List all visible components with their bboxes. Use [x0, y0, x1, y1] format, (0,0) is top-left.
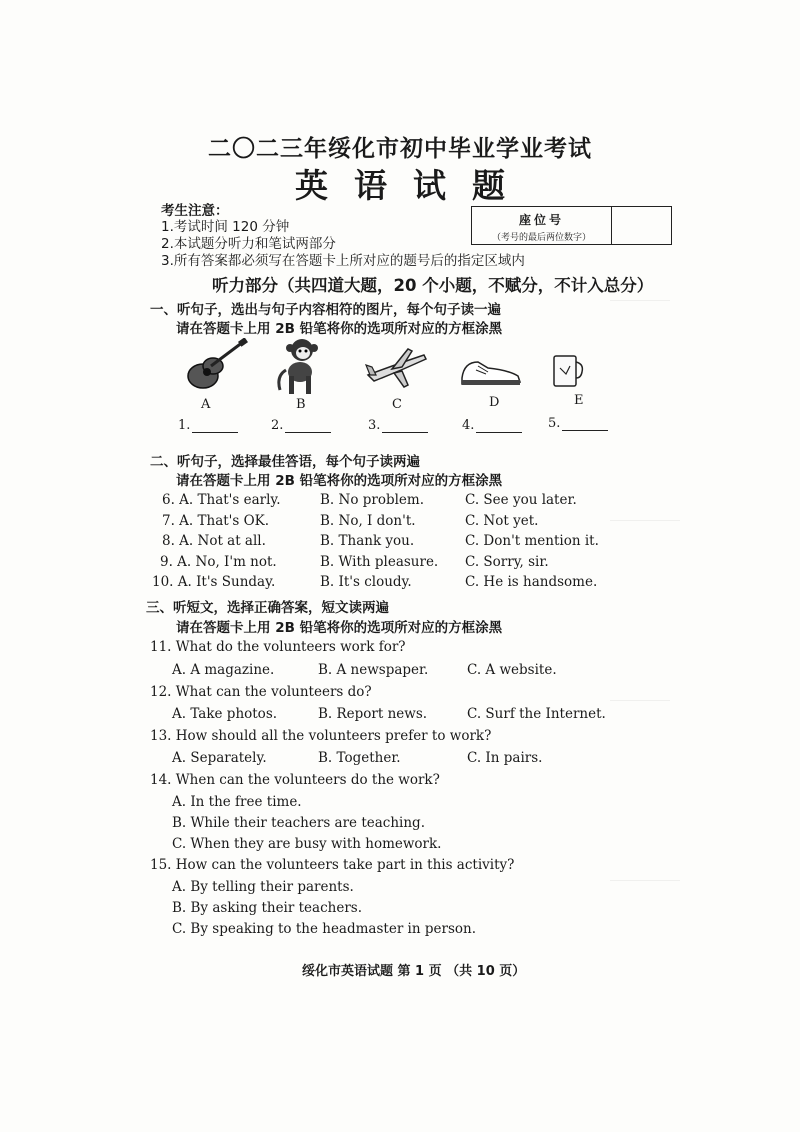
seat-number-box [471, 206, 672, 245]
blank-number-5: 5. [548, 416, 561, 431]
q6-option-c[interactable]: C. See you later. [465, 492, 577, 508]
answer-blank-5[interactable] [548, 416, 608, 431]
listening-title: 听力部分（共四道大题，20 个小题，不赋分，不计入总分） [212, 276, 654, 295]
monkey-icon [272, 336, 328, 396]
q12-option-a[interactable]: A. Take photos. [172, 706, 278, 722]
q11-option-c[interactable]: C. A website. [467, 662, 557, 678]
q8-option-a[interactable]: 8. A. Not at all. [162, 533, 266, 549]
mug-icon [548, 352, 586, 390]
notice-item-3: 3.所有答案都必须写在答题卡上所对应的题号后的指定区域内 [161, 253, 525, 269]
picture-letter-b: B [296, 397, 306, 412]
part1-instruction: 请在答题卡上用 2B 铅笔将你的选项所对应的方框涂黑 [176, 321, 503, 337]
airplane-icon [364, 345, 428, 389]
q7-option-a[interactable]: 7. A. That's OK. [162, 513, 270, 529]
blank-number-4: 4. [462, 418, 475, 433]
q15-option-a[interactable]: A. By telling their parents. [172, 879, 354, 895]
page-footer: 绥化市英语试题 第 1 页 （共 10 页） [302, 964, 526, 979]
part1-heading: 一、听句子，选出与句子内容相符的图片，每个句子读一遍 [150, 302, 501, 318]
q8-option-b[interactable]: B. Thank you. [320, 533, 415, 549]
q14-option-c[interactable]: C. When they are busy with homework. [172, 836, 442, 852]
q7-option-c[interactable]: C. Not yet. [465, 513, 539, 529]
answer-blank-3[interactable] [368, 418, 428, 433]
seat-number-label-cell [472, 207, 612, 244]
picture-letter-c: C [392, 397, 402, 412]
exam-subtitle: 英语试题 [295, 166, 531, 205]
q10-option-a[interactable]: 10. A. It's Sunday. [152, 574, 276, 590]
bleed-through-mark [610, 300, 670, 301]
q15-stem: 15. How can the volunteers take part in this activity? [150, 857, 515, 873]
part3-instruction: 请在答题卡上用 2B 铅笔将你的选项所对应的方框涂黑 [176, 620, 503, 636]
answer-blank-2[interactable] [271, 418, 331, 433]
q14-stem: 14. When can the volunteers do the work? [150, 772, 440, 788]
picture-letter-d: D [489, 395, 500, 410]
q12-stem: 12. What can the volunteers do? [150, 684, 372, 700]
q6-option-b[interactable]: B. No problem. [320, 492, 424, 508]
q11-stem: 11. What do the volunteers work for? [150, 639, 406, 655]
notice-heading: 考生注意： [161, 203, 229, 219]
q13-option-b[interactable]: B. Together. [318, 750, 401, 766]
q11-option-a[interactable]: A. A magazine. [172, 662, 275, 678]
blank-number-2: 2. [271, 418, 284, 433]
q14-option-b[interactable]: B. While their teachers are teaching. [172, 815, 425, 831]
exam-title: 二〇二三年绥化市初中毕业学业考试 [208, 135, 592, 162]
seat-number-label: 座位号 [518, 213, 564, 227]
q15-option-c[interactable]: C. By speaking to the headmaster in person. [172, 921, 476, 937]
q9-option-b[interactable]: B. With pleasure. [320, 554, 439, 570]
guitar-icon [183, 338, 249, 394]
q12-option-c[interactable]: C. Surf the Internet. [467, 706, 606, 722]
q9-option-a[interactable]: 9. A. No, I'm not. [160, 554, 277, 570]
q8-option-c[interactable]: C. Don't mention it. [465, 533, 599, 549]
q10-option-b[interactable]: B. It's cloudy. [320, 574, 412, 590]
bleed-through-mark [610, 700, 670, 701]
q12-option-b[interactable]: B. Report news. [318, 706, 428, 722]
q10-option-c[interactable]: C. He is handsome. [465, 574, 598, 590]
sneaker-icon [458, 354, 524, 388]
q9-option-c[interactable]: C. Sorry, sir. [465, 554, 549, 570]
seat-number-field[interactable] [612, 207, 671, 244]
part3-heading: 三、听短文，选择正确答案，短文读两遍 [146, 600, 389, 616]
notice-item-2: 2.本试题分听力和笔试两部分 [161, 236, 336, 252]
picture-letter-a: A [201, 397, 211, 412]
answer-blank-1[interactable] [178, 418, 238, 433]
blank-number-3: 3. [368, 418, 381, 433]
picture-letter-e: E [574, 393, 584, 408]
notice-item-1: 1.考试时间 120 分钟 [161, 219, 290, 235]
q13-stem: 13. How should all the volunteers prefer to work? [150, 728, 492, 744]
q14-option-a[interactable]: A. In the free time. [172, 794, 302, 810]
seat-number-hint: （考号的最后两位数字） [491, 233, 591, 243]
q11-option-b[interactable]: B. A newspaper. [318, 662, 429, 678]
q13-option-a[interactable]: A. Separately. [172, 750, 267, 766]
q7-option-b[interactable]: B. No, I don't. [320, 513, 416, 529]
part2-instruction: 请在答题卡上用 2B 铅笔将你的选项所对应的方框涂黑 [176, 473, 503, 489]
q15-option-b[interactable]: B. By asking their teachers. [172, 900, 362, 916]
bleed-through-mark [610, 880, 680, 881]
q13-option-c[interactable]: C. In pairs. [467, 750, 543, 766]
bleed-through-mark [610, 520, 680, 521]
q6-option-a[interactable]: 6. A. That's early. [162, 492, 281, 508]
part2-heading: 二、听句子，选择最佳答语，每个句子读两遍 [150, 454, 420, 470]
blank-number-1: 1. [178, 418, 191, 433]
answer-blank-4[interactable] [462, 418, 522, 433]
